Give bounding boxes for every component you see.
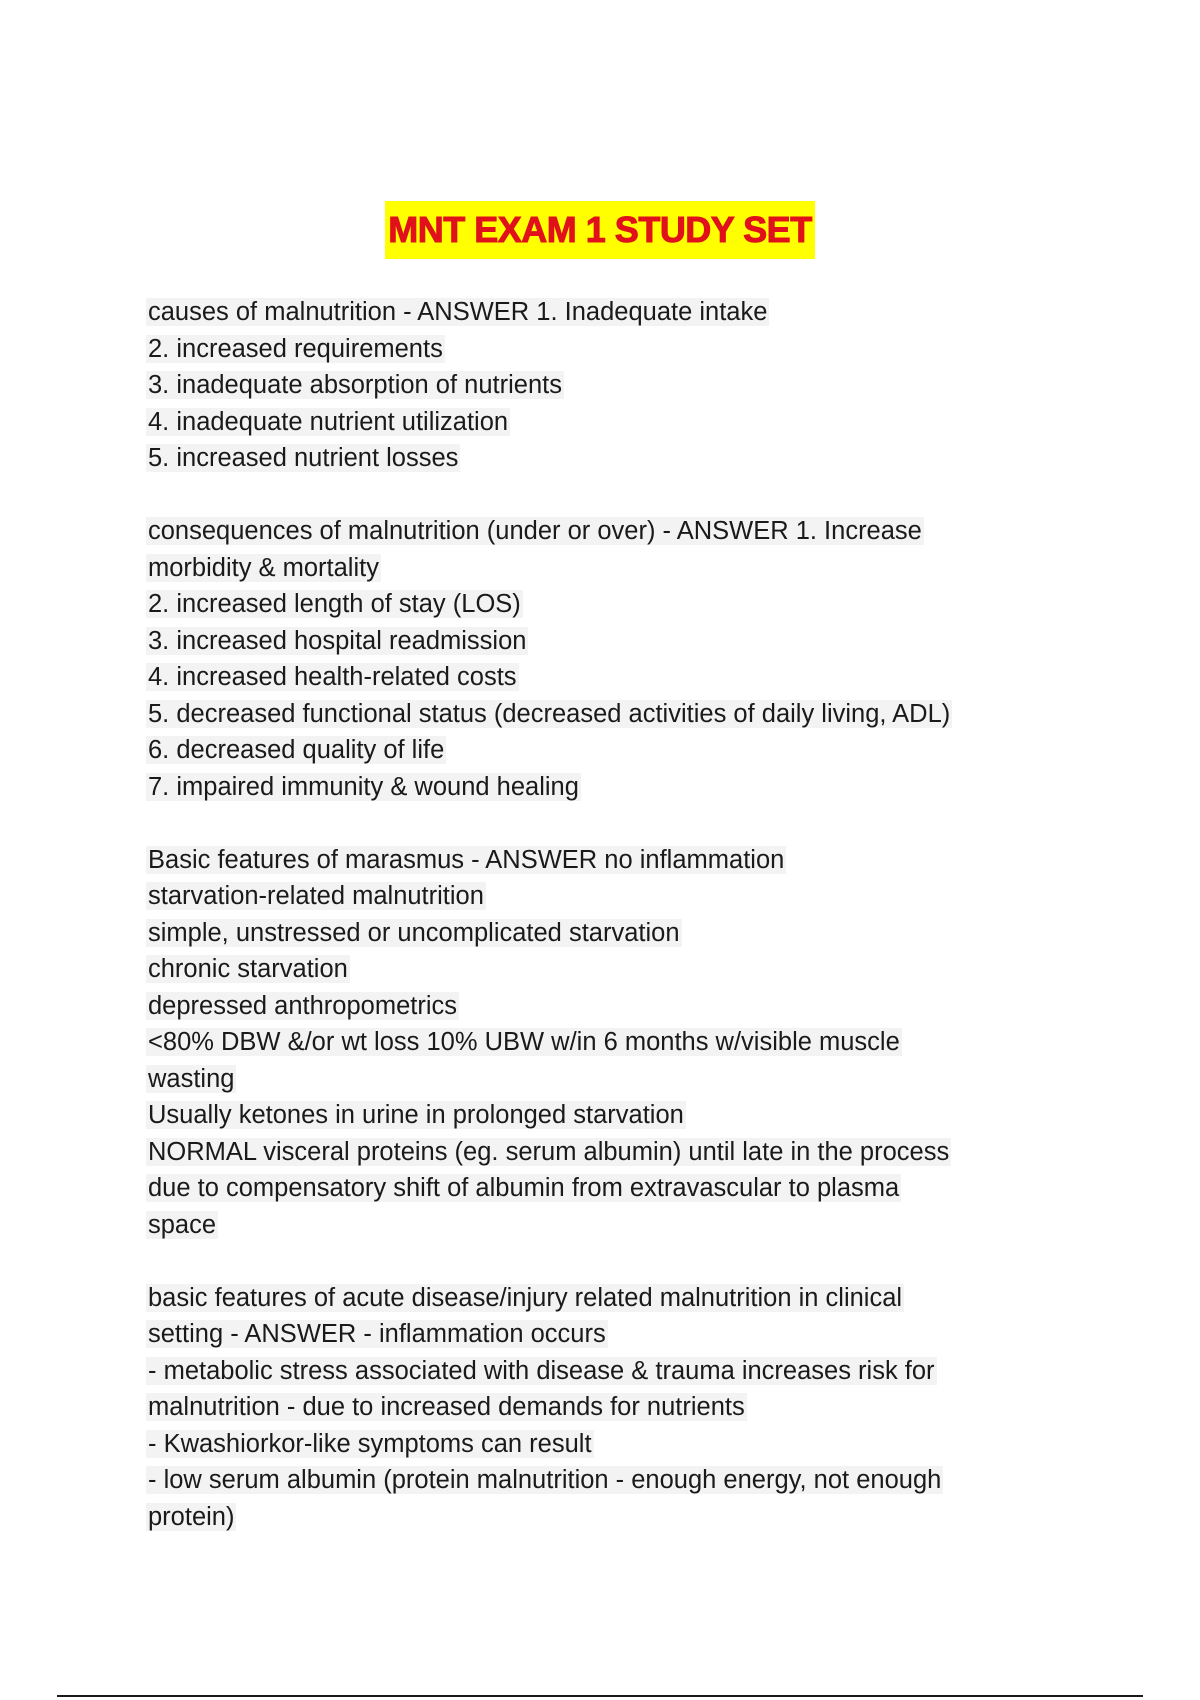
card-text-line (146, 1499, 1046, 1536)
card-text-line (146, 769, 1046, 806)
card-text: 3. inadequate absorption of nutrients (148, 371, 562, 399)
card-text: 5. increased nutrient losses (148, 444, 459, 472)
card-text-line (146, 1389, 1046, 1426)
card-text-line (146, 550, 1046, 587)
card-text: 7. impaired immunity & wound healing (148, 772, 579, 801)
card-text: protein) (148, 1502, 235, 1531)
card-text-line (146, 659, 1046, 696)
card-text-line (146, 988, 1046, 1025)
card-text: 5. decreased functional status (decreased activities of daily living, ADL) (148, 699, 951, 728)
card-text-line (146, 1170, 1046, 1207)
card-text: - metabolic stress associated with disease & trauma increases risk for (148, 1356, 935, 1385)
card-text-line (146, 1207, 1046, 1244)
study-card (146, 842, 1046, 1244)
card-text-line (146, 331, 1046, 368)
card-text: 3. increased hospital readmission (148, 626, 527, 655)
title-wrap (0, 201, 1200, 259)
card-text: simple, unstressed or uncomplicated starvation (148, 918, 680, 947)
card-text: Usually ketones in urine in prolonged starvation (148, 1101, 684, 1129)
page-bottom-rule (57, 1695, 1143, 1697)
card-text: consequences of malnutrition (under or over) - ANSWER 1. Increase (148, 517, 922, 545)
study-card (146, 294, 1046, 477)
card-text-line (146, 951, 1046, 988)
card-text-line (146, 367, 1046, 404)
card-text: wasting (148, 1064, 235, 1093)
card-text-line (146, 878, 1046, 915)
card-text: space (148, 1210, 217, 1239)
card-text-line (146, 1316, 1046, 1353)
card-text-line (146, 513, 1046, 550)
card-text-line (146, 696, 1046, 733)
card-text: 2. increased length of stay (LOS) (148, 590, 521, 618)
card-text: setting - ANSWER - inflammation occurs (148, 1320, 606, 1348)
card-text: chronic starvation (148, 955, 348, 983)
card-text: <80% DBW &/or wt loss 10% UBW w/in 6 months w/visible muscle (148, 1028, 900, 1056)
card-text-line (146, 1061, 1046, 1098)
card-text-line (146, 915, 1046, 952)
study-card (146, 513, 1046, 805)
card-text-line (146, 1426, 1046, 1463)
card-text: basic features of acute disease/injury related malnutrition in clinical (148, 1283, 903, 1312)
card-text: due to compensatory shift of albumin from extravascular to plasma (148, 1174, 900, 1202)
card-text-line (146, 1353, 1046, 1390)
document-title: MNT EXAM 1 STUDY SET (385, 201, 814, 259)
card-text: depressed anthropometrics (148, 991, 458, 1020)
card-text: causes of malnutrition - ANSWER 1. Inadequate intake (148, 298, 768, 326)
card-text-line (146, 404, 1046, 441)
card-text: Basic features of marasmus - ANSWER no inflammation (148, 845, 785, 874)
card-text: 2. increased requirements (148, 334, 443, 363)
card-text: - low serum albumin (protein malnutrition - enough energy, not enough (148, 1466, 942, 1494)
study-card (146, 1280, 1046, 1536)
card-text-line (146, 623, 1046, 660)
card-text-line (146, 440, 1046, 477)
study-set-content (146, 294, 1046, 1572)
card-text: 6. decreased quality of life (148, 736, 445, 764)
card-text-line (146, 294, 1046, 331)
card-text: 4. increased health-related costs (148, 663, 517, 691)
card-text: 4. inadequate nutrient utilization (148, 407, 509, 436)
card-text: malnutrition - due to increased demands for nutrients (148, 1393, 745, 1421)
card-text-line (146, 1024, 1046, 1061)
card-text-line (146, 1097, 1046, 1134)
card-text-line (146, 586, 1046, 623)
card-text: NORMAL visceral proteins (eg. serum albumin) until late in the process (148, 1137, 950, 1166)
card-text-line (146, 1280, 1046, 1317)
card-text: starvation-related malnutrition (148, 882, 484, 910)
card-text-line (146, 842, 1046, 879)
card-text: morbidity & mortality (148, 553, 379, 582)
card-text: - Kwashiorkor-like symptoms can result (148, 1429, 592, 1458)
card-text-line (146, 1134, 1046, 1171)
card-text-line (146, 732, 1046, 769)
card-text-line (146, 1462, 1046, 1499)
